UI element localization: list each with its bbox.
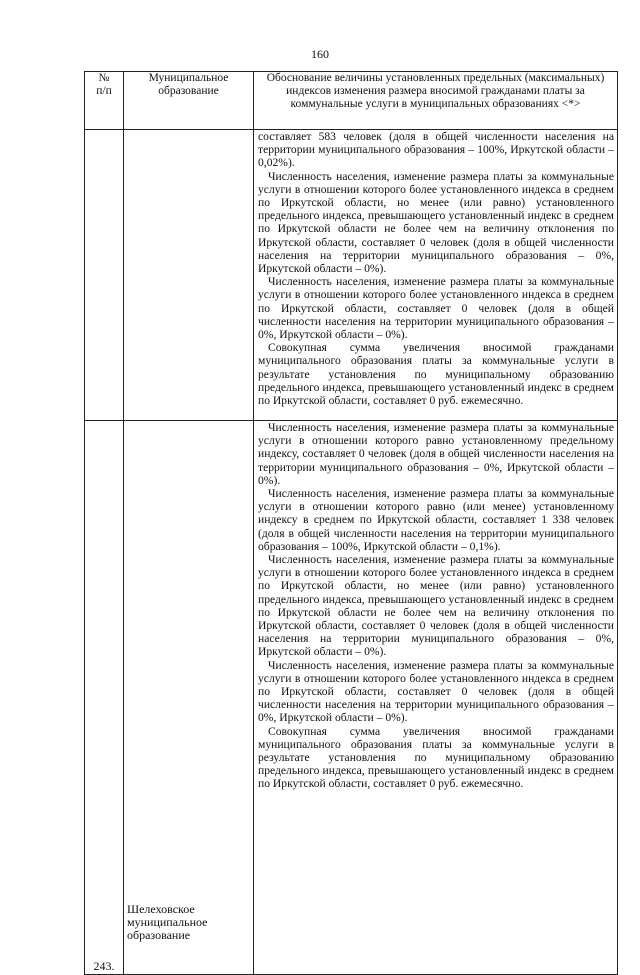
paragraph: Совокупная сумма увеличения вносимой гражданами муниципального образования платы за коммунальные услуги в результате установления по муниципальному образованию предельного индекса, превышающего установленный индекс в среднем по Иркутской области, составляет 0 руб. ежемесячно.: [258, 341, 614, 408]
paragraph: Численность населения, изменение размера платы за коммунальные услуги в отношении которого равно (или менее) установленному индексу в среднем по Иркутской области, составляет 1 338 человек (доля в общей численности населения на территории муниципального образования – 100%, Иркутской области – 0,1%).: [258, 487, 614, 553]
row-justification: [254, 130, 618, 421]
table-header-row: [85, 72, 618, 130]
table-row: [85, 421, 618, 975]
header-num: № п/п: [85, 72, 124, 130]
paragraph: Численность населения, изменение размера платы за коммунальные услуги в отношении которого более установленного индекса в среднем по Иркутской области, составляет 0 человек (доля в общей численности населения на территории муниципального образования – 0%, Иркутской области – 0%).: [258, 658, 614, 725]
row-municipality: Шелеховское муниципальное образование: [124, 421, 254, 975]
paragraph: составляет 583 человек (доля в общей численности населения на территории муниципального образования – 100%, Иркутской области – 0,02%).: [258, 130, 614, 170]
paragraph: Численность населения, изменение размера платы за коммунальные услуги в отношении которого равно установленному предельному индексу, составляет 0 человек (доля в общей численности населения на территории муниципального образования – 0%, Иркутской области – 0%).: [258, 421, 614, 487]
table-row: [85, 130, 618, 421]
row-justification: [254, 421, 618, 975]
paragraph: Численность населения, изменение размера платы за коммунальные услуги в отношении которого более установленного индекса в среднем по Иркутской области, составляет 0 человек (доля в общей численности населения на территории муниципального образования – 0%, Иркутской области – 0%).: [258, 275, 614, 342]
row-municipality: [124, 130, 254, 421]
header-justification: Обоснование величины установленных предельных (максимальных) индексов изменения размера вносимой гражданами платы за коммунальные услуги в муниципальных образованиях <*>: [254, 72, 618, 130]
paragraph: Численность населения, изменение размера платы за коммунальные услуги в отношении которого более установленного индекса в среднем по Иркутской области, но менее (или равно) установленного предельного индекса, превышающего установленный индекс в среднем по Иркутской области не более чем на величину отклонения по Иркутской области, составляет 0 человек (доля в общей численности населения на территории муниципального образования – 0%, Иркутской области – 0%).: [258, 553, 614, 659]
page-number: 160: [311, 47, 329, 61]
indices-table: [84, 71, 618, 975]
row-number: [85, 130, 124, 421]
header-municipality: Муниципальное образование: [124, 72, 254, 130]
row-number: 243.: [85, 421, 124, 975]
paragraph: Численность населения, изменение размера платы за коммунальные услуги в отношении которого более установленного индекса в среднем по Иркутской области, но менее (или равно) установленного предельного индекса, превышающего установленный индекс в среднем по Иркутской области не более чем на величину отклонения по Иркутской области, составляет 0 человек (доля в общей численности населения на территории муниципального образования – 0%, Иркутской области – 0%).: [258, 169, 614, 276]
paragraph: Совокупная сумма увеличения вносимой гражданами муниципального образования платы за коммунальные услуги в результате установления по муниципальному образованию предельного индекса, превышающего установленный индекс в среднем по Иркутской области, составляет 0 руб. ежемесячно.: [258, 724, 614, 791]
